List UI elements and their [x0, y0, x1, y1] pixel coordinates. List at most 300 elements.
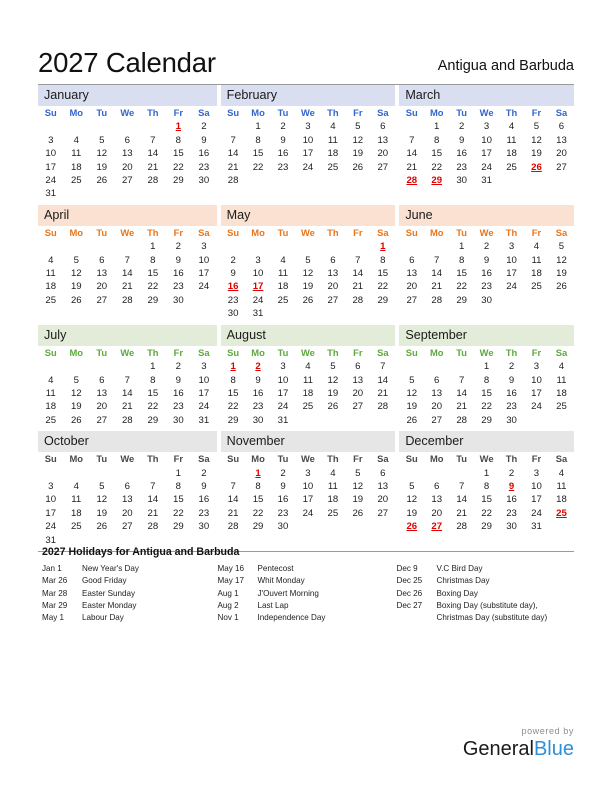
weekday-label: Th [327, 107, 339, 118]
weekday-header-row [399, 226, 574, 240]
week-row [399, 267, 574, 280]
day-cell: 28 [227, 521, 239, 533]
weekday-label: Sa [377, 226, 389, 238]
week-row [221, 174, 396, 187]
day-cell: 18 [327, 148, 339, 160]
holiday-name: Boxing Day [436, 588, 478, 598]
day-cell-empty [320, 520, 345, 533]
day-cell-holiday: 1 [175, 121, 181, 133]
weekday-label: Sa [377, 107, 389, 118]
day-cell: 17 [45, 507, 57, 519]
day-cell-empty [499, 294, 524, 307]
day-cell: 16 [506, 494, 517, 506]
weekday-label: Su [227, 453, 240, 465]
weekday-label: Sa [377, 346, 389, 358]
week-row [38, 267, 217, 280]
day-cell: 25 [506, 161, 517, 173]
day-cell: 3 [508, 241, 515, 253]
day-cell-empty [140, 120, 166, 133]
day-cell: 21 [352, 281, 364, 293]
day-cell: 9 [280, 480, 286, 492]
day-cell: 20 [327, 281, 339, 293]
day-cell: 25 [45, 294, 57, 306]
holiday-row [397, 612, 573, 624]
day-cell: 6 [434, 374, 440, 386]
weekday-label: We [120, 453, 135, 465]
week-row [399, 120, 574, 133]
day-cell: 5 [409, 374, 415, 386]
day-cell: 29 [252, 521, 264, 533]
month-day-table [38, 452, 217, 547]
day-cell-empty [38, 120, 64, 133]
day-cell: 6 [124, 134, 130, 146]
day-cell: 1 [434, 121, 440, 133]
holiday-date: Mar 26 [42, 576, 68, 586]
footer-branding [463, 726, 574, 761]
day-cell-empty [320, 240, 345, 253]
holiday-date: Nov 1 [217, 613, 239, 623]
day-cell: 20 [96, 281, 108, 293]
day-cell: 8 [255, 480, 261, 492]
weekday-label: Fr [173, 226, 184, 238]
day-cell: 24 [302, 507, 314, 519]
day-cell: 11 [327, 480, 338, 492]
day-cell: 19 [406, 507, 418, 519]
day-cell: 7 [150, 134, 156, 146]
day-cell: 3 [255, 254, 261, 266]
day-cell: 7 [124, 374, 130, 386]
day-cell: 5 [73, 374, 79, 386]
day-cell: 14 [147, 148, 159, 160]
day-cell: 14 [227, 148, 239, 160]
day-cell: 8 [175, 480, 181, 492]
day-cell: 25 [277, 294, 289, 306]
day-cell: 4 [73, 480, 79, 492]
day-cell: 29 [147, 294, 159, 306]
day-cell: 17 [302, 494, 314, 506]
holiday-date: Aug 1 [217, 588, 239, 598]
day-cell-holiday: 27 [431, 521, 443, 533]
holiday-name: Easter Monday [82, 600, 137, 610]
holiday-date: May 17 [217, 576, 245, 586]
month-name: November [226, 434, 285, 449]
weekday-header-row [38, 346, 217, 360]
day-cell-empty [64, 534, 90, 547]
day-cell: 3 [280, 361, 286, 373]
day-cell: 11 [531, 254, 542, 266]
weekday-header-row [399, 346, 574, 360]
day-cell: 3 [533, 361, 540, 373]
weekday-label: We [300, 107, 315, 118]
day-cell: 18 [45, 281, 57, 293]
day-cell-empty [524, 174, 549, 187]
holiday-name: New Year's Day [82, 564, 139, 573]
month-block [217, 85, 396, 205]
month-name: February [226, 88, 278, 102]
holiday-row [218, 575, 397, 587]
week-row [399, 294, 574, 307]
day-cell: 3 [305, 467, 311, 479]
day-cell: 9 [175, 254, 181, 266]
day-cell-empty [345, 307, 370, 320]
month-day-table [38, 106, 217, 201]
day-cell: 9 [201, 134, 207, 146]
day-cell-empty [246, 240, 271, 253]
week-row [38, 520, 217, 533]
holiday-date: Mar 29 [42, 600, 68, 610]
holiday-row [397, 600, 573, 612]
day-cell-holiday: 1 [230, 361, 236, 373]
week-row [38, 147, 217, 160]
day-cell: 20 [121, 161, 133, 173]
week-row [38, 507, 217, 520]
day-cell: 13 [377, 480, 389, 492]
day-cell: 22 [252, 507, 264, 519]
holiday-name: Easter Sunday [82, 588, 136, 598]
day-cell: 31 [481, 175, 492, 187]
day-cell: 19 [352, 148, 364, 160]
day-cell: 1 [483, 467, 490, 479]
day-cell: 25 [302, 401, 314, 413]
day-cell: 9 [201, 480, 207, 492]
month-day-table [221, 346, 396, 427]
day-cell-empty [221, 240, 246, 253]
page-header [38, 28, 574, 76]
day-cell: 20 [352, 387, 364, 399]
holiday-row [42, 588, 218, 600]
day-cell: 3 [48, 480, 54, 492]
weekday-label: Su [227, 346, 240, 358]
day-cell: 29 [173, 175, 184, 187]
holiday-name: Good Friday [82, 576, 127, 586]
day-cell-empty [549, 294, 574, 307]
day-cell-empty [399, 467, 424, 480]
day-cell: 16 [277, 494, 289, 506]
month-day-table [221, 106, 396, 187]
week-row [221, 307, 396, 320]
day-cell: 14 [227, 494, 239, 506]
month-day-table [399, 346, 574, 427]
day-cell: 30 [277, 521, 289, 533]
day-cell-empty [424, 360, 449, 373]
day-cell: 24 [302, 161, 314, 173]
month-block [38, 431, 217, 551]
day-cell: 17 [302, 148, 314, 160]
weekday-label: We [479, 346, 494, 358]
generalblue-logo [463, 738, 574, 761]
weekday-label: Fr [173, 453, 184, 465]
day-cell: 4 [508, 121, 515, 133]
weekday-header-row [38, 226, 217, 240]
day-cell: 27 [556, 161, 567, 173]
holiday-row [218, 563, 397, 575]
day-cell: 7 [124, 254, 130, 266]
day-cell: 21 [456, 401, 467, 413]
weekday-header-row [399, 106, 574, 120]
holiday-row [42, 563, 218, 575]
weekday-label: Sa [555, 226, 568, 238]
weekday-label: Mo [429, 107, 444, 118]
day-cell: 11 [556, 480, 567, 492]
day-cell: 31 [198, 414, 210, 426]
day-cell-empty [399, 120, 424, 133]
day-cell: 7 [434, 254, 440, 266]
holiday-name: Independence Day [257, 613, 326, 623]
week-row [399, 240, 574, 253]
day-cell: 19 [352, 494, 364, 506]
day-cell-empty [524, 294, 549, 307]
week-row [221, 493, 396, 506]
day-cell: 15 [173, 494, 184, 506]
holiday-row [397, 563, 573, 575]
day-cell: 23 [506, 507, 517, 519]
day-cell: 24 [506, 281, 517, 293]
day-cell: 2 [175, 361, 181, 373]
weekday-label: Th [327, 453, 339, 465]
weekday-label: Tu [456, 107, 468, 118]
day-cell: 28 [121, 294, 133, 306]
day-cell: 5 [305, 254, 311, 266]
day-cell-empty [320, 414, 345, 427]
weekday-label: Mo [429, 226, 444, 238]
day-cell-empty [89, 360, 115, 373]
weekday-label: Su [44, 107, 57, 118]
day-cell: 23 [456, 161, 467, 173]
day-cell: 22 [147, 281, 159, 293]
brand-general: General [462, 738, 534, 760]
day-cell: 17 [198, 268, 210, 280]
week-row [221, 467, 396, 480]
day-cell: 4 [533, 241, 540, 253]
day-cell: 2 [230, 254, 236, 266]
day-cell-empty [345, 520, 370, 533]
day-cell-empty [115, 534, 141, 547]
day-cell: 15 [252, 494, 264, 506]
weekday-label: Tu [277, 346, 289, 358]
day-cell: 6 [558, 121, 565, 133]
week-row [221, 360, 396, 373]
day-cell-empty [89, 467, 115, 480]
holiday-row [218, 588, 397, 600]
weekday-label: Mo [251, 346, 265, 358]
day-cell: 18 [327, 494, 339, 506]
weekday-label: Fr [173, 346, 184, 358]
weekday-label: We [479, 226, 494, 238]
day-cell-empty [549, 414, 574, 427]
day-cell: 10 [302, 134, 314, 146]
month-name: September [405, 327, 467, 342]
weekday-header-row [399, 452, 574, 466]
day-cell: 18 [531, 268, 542, 280]
day-cell: 12 [327, 374, 339, 386]
day-cell: 10 [302, 480, 314, 492]
day-cell: 4 [558, 361, 565, 373]
weekday-label: Fr [353, 453, 363, 465]
month-block [395, 431, 574, 551]
month-day-table [38, 346, 217, 427]
weekday-label: Mo [251, 226, 265, 238]
day-cell: 13 [431, 387, 443, 399]
day-cell: 12 [96, 494, 108, 506]
day-cell: 6 [409, 254, 415, 266]
day-cell: 27 [431, 414, 443, 426]
day-cell-empty [295, 520, 320, 533]
weekday-label: Su [227, 226, 240, 238]
holiday-date: Jan 1 [42, 564, 62, 573]
week-row [38, 467, 217, 480]
month-day-table [38, 226, 217, 307]
weekday-label: Sa [198, 226, 210, 238]
day-cell: 15 [147, 387, 159, 399]
day-cell-empty [89, 120, 115, 133]
day-cell-empty [370, 520, 395, 533]
day-cell: 27 [406, 294, 418, 306]
week-row [38, 280, 217, 293]
day-cell-empty [295, 174, 320, 187]
day-cell: 21 [227, 507, 239, 519]
day-cell: 21 [227, 161, 239, 173]
day-cell-empty [424, 240, 449, 253]
day-cell: 24 [531, 401, 542, 413]
day-cell-empty [115, 467, 141, 480]
day-cell: 11 [278, 268, 288, 280]
day-cell: 12 [556, 254, 567, 266]
day-cell-holiday: 9 [508, 480, 515, 492]
weekday-label: Mo [429, 453, 444, 465]
month-block [38, 205, 217, 325]
holiday-column [42, 563, 218, 624]
day-cell: 30 [198, 521, 210, 533]
day-cell: 7 [380, 361, 386, 373]
day-cell: 6 [380, 467, 386, 479]
week-row [38, 387, 217, 400]
day-cell: 11 [302, 374, 313, 386]
day-cell-empty [345, 174, 370, 187]
month-name: June [405, 207, 433, 222]
week-row [221, 161, 396, 174]
day-cell: 19 [302, 281, 314, 293]
day-cell: 21 [147, 507, 159, 519]
holiday-date: May 16 [217, 564, 245, 573]
month-name: April [44, 207, 70, 222]
day-cell-empty [399, 240, 424, 253]
weekday-label: Th [147, 453, 159, 465]
week-row [38, 294, 217, 307]
day-cell: 15 [377, 268, 389, 280]
day-cell: 4 [48, 254, 54, 266]
day-cell: 9 [175, 374, 181, 386]
weekday-label: We [479, 107, 494, 118]
weekday-label: Mo [251, 107, 265, 118]
day-cell: 24 [252, 294, 264, 306]
day-cell: 14 [456, 494, 467, 506]
day-cell: 24 [45, 175, 57, 187]
day-cell: 20 [121, 507, 133, 519]
day-cell-empty [370, 174, 395, 187]
day-cell: 3 [201, 241, 207, 253]
day-cell: 10 [198, 254, 210, 266]
month-block [38, 85, 217, 205]
day-cell: 23 [481, 281, 492, 293]
day-cell: 5 [99, 134, 105, 146]
weekday-label: Th [505, 346, 518, 358]
holidays-columns [42, 563, 572, 624]
day-cell: 22 [377, 281, 389, 293]
day-cell: 22 [227, 401, 239, 413]
day-cell: 20 [556, 148, 567, 160]
day-cell: 28 [431, 294, 443, 306]
day-cell: 7 [150, 480, 156, 492]
day-cell-empty [140, 534, 166, 547]
calendar-quarter [38, 431, 574, 551]
week-row [399, 520, 574, 533]
day-cell: 29 [377, 294, 389, 306]
day-cell: 21 [377, 387, 389, 399]
day-cell: 8 [483, 374, 490, 386]
day-cell: 26 [556, 281, 567, 293]
day-cell: 23 [252, 401, 264, 413]
week-row [399, 493, 574, 506]
day-cell: 18 [302, 387, 314, 399]
holiday-date: May 1 [42, 613, 65, 623]
day-cell: 11 [45, 268, 56, 280]
day-cell: 13 [121, 148, 133, 160]
day-cell: 29 [173, 521, 184, 533]
day-cell: 14 [456, 387, 467, 399]
day-cell: 24 [198, 281, 210, 293]
day-cell: 10 [531, 374, 542, 386]
week-row [221, 254, 396, 267]
day-cell: 15 [173, 148, 184, 160]
day-cell: 23 [227, 294, 239, 306]
month-name: October [44, 434, 89, 449]
day-cell: 17 [531, 387, 542, 399]
day-cell: 2 [201, 121, 207, 133]
day-cell: 17 [481, 148, 492, 160]
day-cell: 21 [121, 281, 133, 293]
day-cell: 30 [173, 294, 184, 306]
day-cell-empty [449, 360, 474, 373]
day-cell: 29 [227, 414, 239, 426]
day-cell-empty [115, 187, 141, 200]
day-cell: 27 [352, 401, 364, 413]
holiday-row [397, 575, 573, 587]
day-cell: 14 [147, 494, 159, 506]
week-row [399, 414, 574, 427]
day-cell: 26 [406, 414, 418, 426]
week-row [399, 507, 574, 520]
day-cell: 12 [352, 480, 364, 492]
day-cell: 24 [531, 507, 542, 519]
day-cell: 22 [456, 281, 467, 293]
country-label: Antigua and Barbuda [437, 57, 574, 74]
day-cell: 7 [458, 374, 465, 386]
day-cell: 6 [99, 374, 105, 386]
day-cell-holiday: 26 [406, 521, 418, 533]
weekday-label: Sa [198, 453, 210, 465]
day-cell: 3 [48, 134, 54, 146]
weekday-label: Mo [69, 226, 84, 238]
day-cell: 16 [456, 148, 467, 160]
day-cell: 31 [531, 521, 542, 533]
day-cell: 30 [506, 414, 517, 426]
day-cell: 18 [277, 281, 289, 293]
day-cell-empty [115, 120, 141, 133]
day-cell: 5 [558, 241, 565, 253]
day-cell: 1 [150, 241, 156, 253]
day-cell: 28 [147, 521, 159, 533]
day-cell: 19 [70, 401, 82, 413]
